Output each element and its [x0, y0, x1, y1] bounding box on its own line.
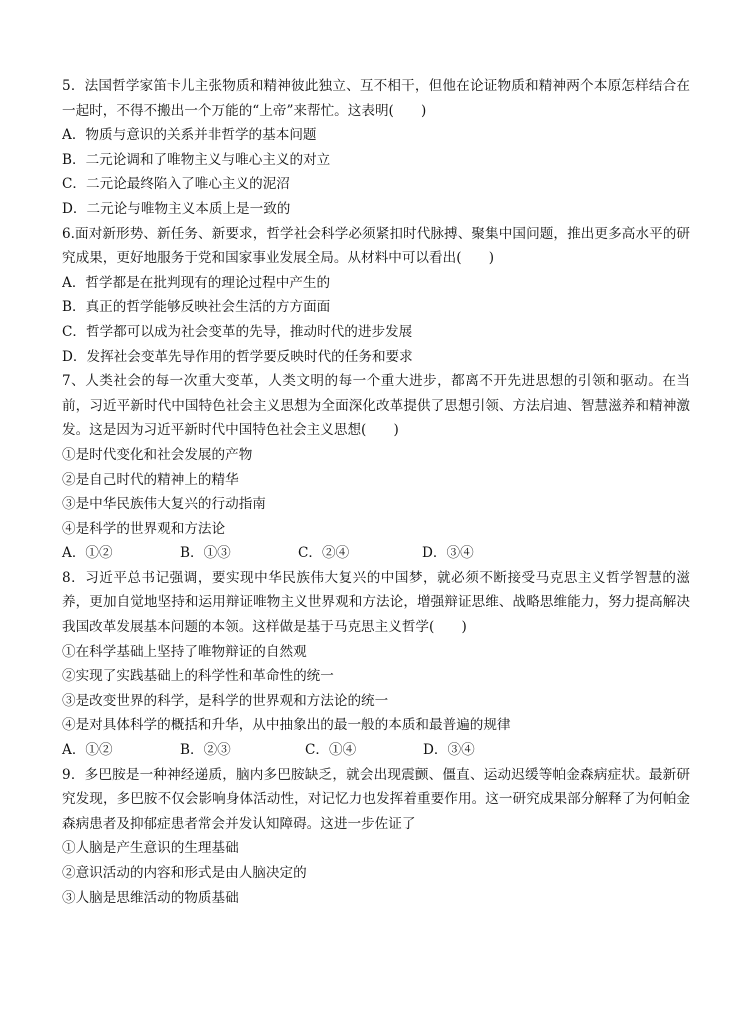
question-8: [62, 566, 690, 763]
option-c: C．二元论最终陷入了唯心主义的泥沼: [62, 176, 290, 193]
question-6: [62, 222, 690, 370]
statement-1: ①人脑是产生意识的生理基础: [62, 840, 239, 857]
question-stem: 5．法国哲学家笛卡儿主张物质和精神彼此独立、互不相干，但他在论证物质和精神两个本原怎样结合在一起时，不得不搬出一个万能的“上帝”来帮忙。这表明( ): [62, 78, 690, 119]
answer-b: B．②③: [180, 742, 231, 759]
answer-a: A．①②: [62, 742, 113, 759]
option-d: D．发挥社会变革先导作用的哲学要反映时代的任务和要求: [62, 348, 413, 365]
statement-1: ①是时代变化和社会发展的产物: [62, 446, 253, 463]
statement-3: ③人脑是思维活动的物质基础: [62, 889, 239, 906]
answer-b: B．①③: [180, 545, 231, 562]
option-c: C．哲学都可以成为社会变革的先导，推动时代的进步发展: [62, 323, 413, 340]
question-stem: 7、人类社会的每一次重大变革，人类文明的每一个重大进步，都离不开先进思想的引领和驱动。在当前，习近平新时代中国特色社会主义思想为全面深化改革提供了思想引领、方法启迪、智慧滋养和精神激发。这是因为习近平新时代中国特色社会主义思想( ): [62, 373, 690, 439]
answer-c: C．②④: [298, 545, 350, 562]
answer-choices: [62, 738, 690, 763]
answer-c: C．①④: [305, 742, 357, 759]
question-stem: 9．多巴胺是一种神经递质，脑内多巴胺缺乏，就会出现震颤、僵直、运动迟缓等帕金森病症状。最新研究发现，多巴胺不仅会影响身体活动性，对记忆力也发挥着重要作用。这一研究成果部分解释了为何帕金森病患者及抑郁症患者常会并发认知障碍。这进一步佐证了: [62, 766, 690, 832]
exam-page: [62, 74, 690, 910]
option-b: B．真正的哲学能够反映社会生活的方方面面: [62, 299, 331, 316]
statement-3: ③是改变世界的科学，是科学的世界观和方法论的统一: [62, 692, 389, 709]
answer-d: D．③④: [423, 742, 475, 759]
statement-2: ②实现了实践基础上的科学性和革命性的统一: [62, 668, 334, 685]
statement-2: ②是自己时代的精神上的精华: [62, 471, 239, 488]
question-stem: 6.面对新形势、新任务、新要求，哲学社会科学必须紧扣时代脉搏、聚集中国问题，推出更多高水平的研究成果，更好地服务于党和国家事业发展全局。从材料中可以看出( ): [62, 225, 690, 267]
answer-a: A．①②: [62, 545, 113, 562]
question-stem: 8．习近平总书记强调，要实现中华民族伟大复兴的中国梦，就必须不断接受马克思主义哲学智慧的滋养，更加自觉地坚持和运用辩证唯物主义世界观和方法论，增强辩证思维、战略思维能力，努力提高解决我国改革发展基本问题的本领。这样做是基于马克思主义哲学( ): [62, 569, 690, 636]
question-5: [62, 74, 690, 222]
answer-d: D．③④: [422, 545, 474, 562]
statement-1: ①在科学基础上坚持了唯物辩证的自然观: [62, 643, 307, 660]
option-a: A．哲学都是在批判现有的理论过程中产生的: [62, 274, 331, 291]
option-a: A．物质与意识的关系并非哲学的基本问题: [62, 127, 317, 144]
question-7: [62, 369, 690, 566]
option-b: B．二元论调和了唯物主义与唯心主义的对立: [62, 151, 331, 168]
statement-4: ④是科学的世界观和方法论: [62, 520, 226, 537]
statement-2: ②意识活动的内容和形式是由人脑决定的: [62, 865, 307, 881]
question-9: [62, 763, 690, 911]
statement-3: ③是中华民族伟大复兴的行动指南: [62, 496, 266, 513]
option-d: D．二元论与唯物主义本质上是一致的: [62, 200, 291, 217]
answer-choices: [62, 541, 690, 566]
statement-4: ④是对具体科学的概括和升华，从中抽象出的最一般的本质和最普遍的规律: [62, 717, 511, 734]
